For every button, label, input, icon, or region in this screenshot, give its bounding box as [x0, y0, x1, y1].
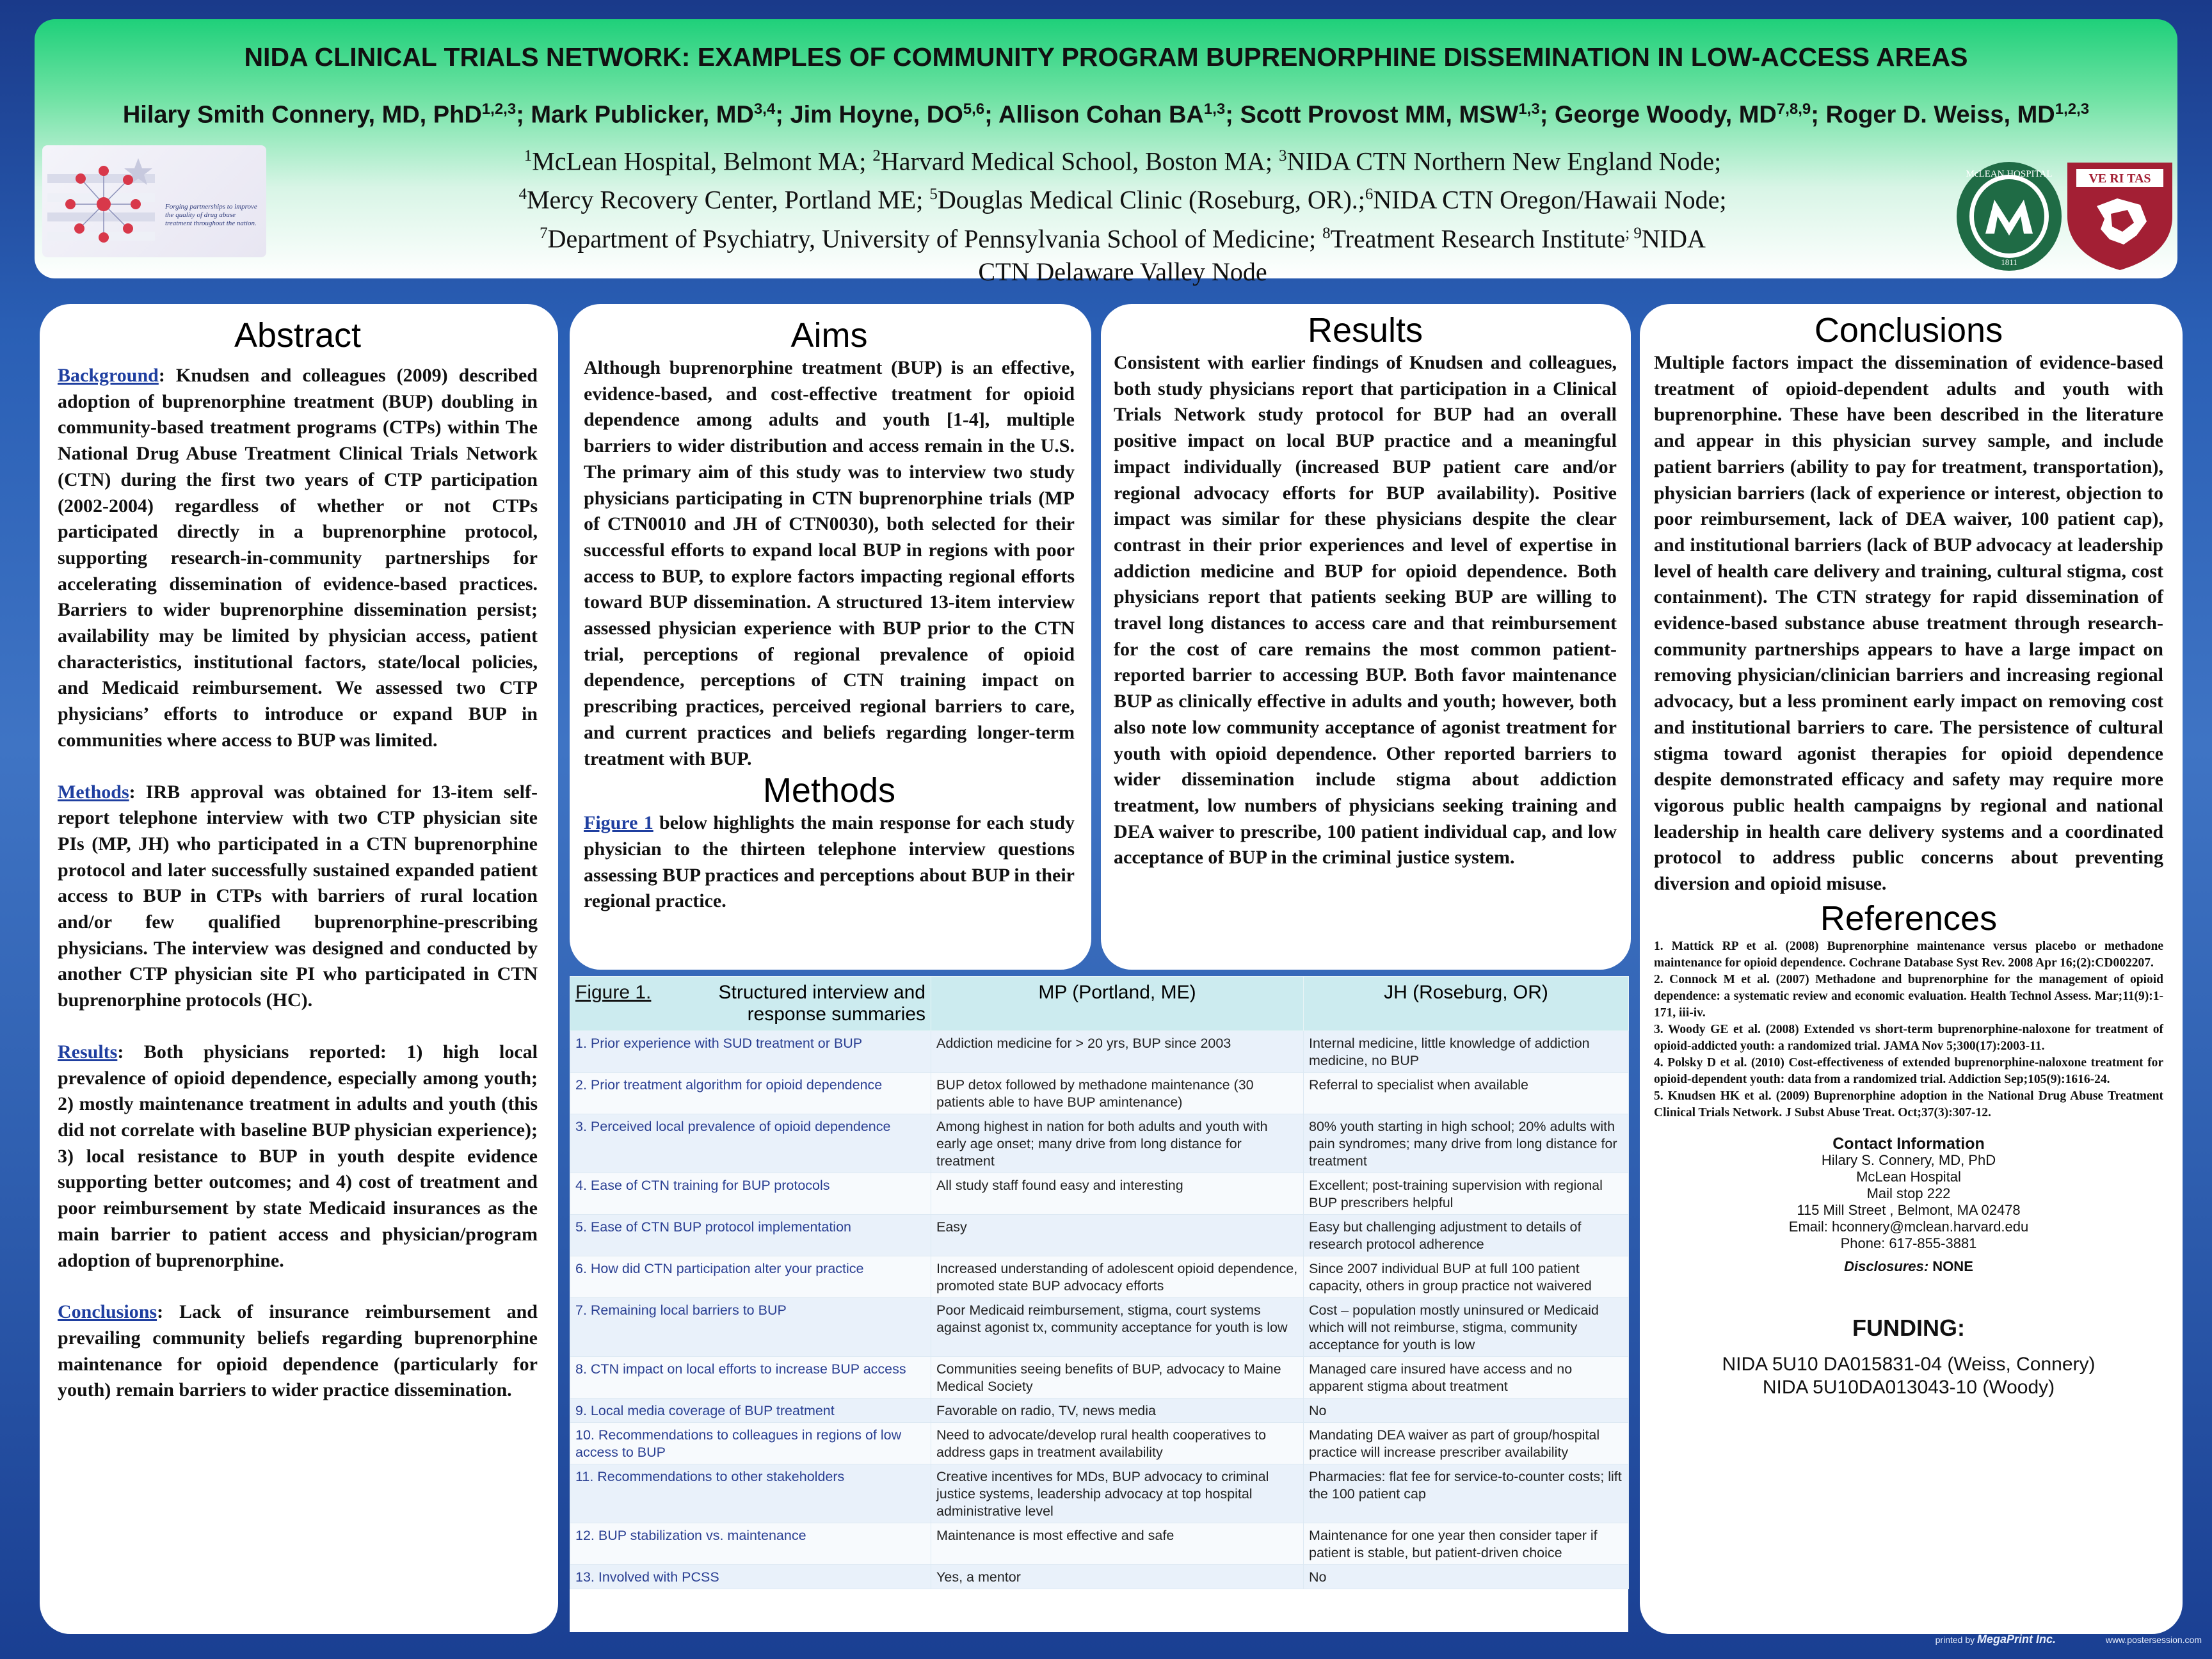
contact-line: Hilary S. Connery, MD, PhD [1821, 1151, 1996, 1168]
abstract-panel [40, 304, 558, 1634]
author-affiliation-number: 7,8,9 [1776, 100, 1811, 118]
reference-list [1654, 938, 2163, 1121]
affiliation-number: 4 [518, 186, 527, 204]
affiliation-text: NIDA CTN Oregon/Hawaii Node; [1373, 185, 1727, 214]
mp-response-cell: BUP detox followed by methadone maintenance (30 patients able to have BUP amintenance) [931, 1073, 1304, 1114]
results-heading: Results [1307, 311, 1423, 349]
printer-footer [1805, 1633, 2202, 1646]
author-name: Jim Hoyne, DO [790, 101, 963, 129]
abstract-heading: Abstract [234, 316, 362, 355]
affiliation-number: 7 [540, 224, 548, 242]
jh-response-cell: 80% youth starting in high school; 20% adults with pain syndromes; many drive from long distance for treatment [1304, 1114, 1629, 1173]
author-affiliation-number: 1,3 [1518, 100, 1540, 118]
network-graphic-icon [42, 145, 266, 257]
affiliations [310, 140, 1936, 289]
question-cell: 3. Perceived local prevalence of opioid dependence [570, 1114, 931, 1173]
table-body [570, 1031, 1629, 1589]
abstract-background [58, 363, 538, 754]
contact-line: Phone: 617-855-3881 [1840, 1235, 1977, 1251]
mp-response-cell: Easy [931, 1215, 1304, 1256]
affiliation-number: 6 [1365, 186, 1374, 204]
figure-title: Structured interview and response summaries [718, 982, 926, 1025]
aims-heading: Aims [790, 316, 868, 355]
funding-lines [1654, 1353, 2163, 1399]
question-cell: 10. Recommendations to colleagues in regions of low access to BUP [570, 1423, 931, 1464]
mp-response-cell: Poor Medicaid reimbursement, stigma, court systems against agonist tx, community acceptance for youth is low [931, 1298, 1304, 1357]
affiliation-number: 8 [1322, 224, 1331, 242]
question-cell: 13. Involved with PCSS [570, 1565, 931, 1589]
methods-heading: Methods [762, 771, 896, 810]
author-name: Hilary Smith Connery, MD, PhD [122, 101, 482, 129]
author-affiliation-number: 3,4 [753, 100, 776, 118]
mp-response-cell: Addiction medicine for > 20 yrs, BUP since 2003 [931, 1031, 1304, 1073]
poster-title: NIDA CLINICAL TRIALS NETWORK: EXAMPLES OF COMMUNITY PROGRAM BUPRENORPHINE DISSEMINATION IN LOW-ACCESS AREAS [244, 42, 1968, 72]
printer-name: MegaPrint Inc. [1977, 1633, 2056, 1646]
mp-response-cell: Need to advocate/develop rural health cooperatives to address gaps in treatment availability [931, 1423, 1304, 1464]
author-name: Scott Provost MM, MSW [1240, 101, 1519, 129]
results-label: Results [58, 1041, 118, 1062]
contact-lines [1654, 1152, 2163, 1252]
jh-response-cell: Maintenance for one year then consider taper if patient is stable, but patient-driven choice [1304, 1523, 1629, 1565]
affiliation-text: NIDA CTN Northern New England Node; [1286, 147, 1722, 176]
mp-response-cell: Yes, a mentor [931, 1565, 1304, 1589]
background-text: : Knudsen and colleagues (2009) described adoption of buprenorphine treatment (BUP) doubling in community-based treatment programs (CTPs) within The National Drug Abuse Treatment Clinical Trials Network (CTN) during the first two years of CTP participation (2002-2004) regardless of whether or not CTPs participated directly in a buprenorphine protocol, supporting research-in-community partnerships for accelerating dissemination of evidence-based practices. Barriers to wider buprenorphine dissemination persist; availability may be limited by physician access, patient characteristics, institutional factors, state/local policies, and Medicaid reimbursement. We assessed two CTP physicians’ efforts to introduce or expand BUP in communities where access to BUP was limited. [58, 365, 538, 751]
mp-response-cell: Maintenance is most effective and safe [931, 1523, 1304, 1565]
methods-text: : IRB approval was obtained for 13-item self-report telephone interview with two CTP physician site PIs (MP, JH) who participated in a CTN buprenorphine protocol and later successfully sustained expanded patient access to BUP in CTPs with barriers of rural location and/or few qualified buprenorphine-prescribing physicians. The interview was designed and conducted by another CTP physician site PI who participated in CTN buprenorphine protocols (HC). [58, 781, 538, 1011]
figure-label: Figure 1. [575, 982, 652, 1003]
funding-line: NIDA 5U10DA013043-10 (Woody) [1762, 1376, 2055, 1398]
table-header-jh: JH (Roseburg, OR) [1304, 977, 1629, 1031]
disclosures [1654, 1258, 2163, 1275]
question-cell: 11. Recommendations to other stakeholders [570, 1464, 931, 1523]
affiliation-number: 2 [872, 147, 881, 164]
table-row [570, 1357, 1629, 1399]
affiliation-text: Department of Psychiatry, University of Pennsylvania School of Medicine; [547, 223, 1323, 253]
mp-response-cell: Communities seeing benefits of BUP, advocacy to Maine Medical Society [931, 1357, 1304, 1399]
question-cell: 4. Ease of CTN training for BUP protocols [570, 1173, 931, 1215]
affiliation-text: Treatment Research Institute [1330, 223, 1626, 253]
affiliation-number: 3 [1279, 147, 1287, 164]
jh-response-cell: Cost – population mostly uninsured or Medicaid which will not reimburse, stigma, community acceptance for youth is low [1304, 1298, 1629, 1357]
disclosures-value: NONE [1928, 1258, 1973, 1274]
harvard-logo-text: VE RI TAS [2088, 172, 2151, 186]
aims-panel [570, 304, 1091, 970]
funding-section [1654, 1315, 2163, 1399]
mp-response-cell: Creative incentives for MDs, BUP advocacy to criminal justice systems, leadership advocacy at top hospital administrative level [931, 1464, 1304, 1523]
table-row [570, 1565, 1629, 1589]
contact-info [1654, 1135, 2163, 1275]
header-banner [35, 19, 2177, 286]
contact-line: McLean Hospital [1856, 1168, 1961, 1185]
table-row [570, 1215, 1629, 1256]
table-row [570, 1031, 1629, 1073]
conclusions-text: Multiple factors impact the dissemination of evidence-based treatment of opioid-dependent adults and youth with buprenorphine. These have been described in the literature and appear in this physician survey sample, and include patient barriers (ability to pay for treatment, transportation), physician barriers (lack of experience or interest, objection to poor reimbursement, lack of DEA waiver, 100 patient cap), and institutional barriers (lack of BUP advocacy at leadership level of health care delivery and training, cultural stigma, cost containment). The CTN strategy for rapid dissemination of evidence-based substance abuse treatment through research-community partnerships appears to have a large impact on removing physician/clinician barriers and increasing regional advocacy, but a less prominent early impact on removing cost and institutional barriers to care. The persistence of cultural stigma toward agonist therapies for opioid dependence despite demonstrated efficacy and safety may require more vigorous public health campaigns by regional and national leadership in health care delivery systems and a coordinated protocol to address public concerns about preventing diversion and opioid misuse. [1654, 352, 2163, 895]
affiliation-text: Douglas Medical Clinic (Roseburg, OR).; [937, 185, 1365, 214]
author-name: Allison Cohan BA [998, 101, 1204, 129]
mclean-hospital-logo [1955, 160, 2064, 272]
table-row [570, 1256, 1629, 1298]
methods-label: Methods [58, 781, 129, 803]
question-cell: 9. Local media coverage of BUP treatment [570, 1399, 931, 1423]
question-cell: 2. Prior treatment algorithm for opioid dependence [570, 1073, 931, 1114]
mp-response-cell: Increased understanding of adolescent opioid dependence, promoted state BUP advocacy efforts [931, 1256, 1304, 1298]
reference-item: 2. Connock M et al. (2007) Methadone and buprenorphine for the management of opioid dependence: a systematic review and economic evaluation. Health Technol Assess. Mar;11(9):1-171, iii-iv. [1654, 972, 2163, 1020]
question-cell: 1. Prior experience with SUD treatment or BUP [570, 1031, 931, 1073]
reference-item: 3. Woody GE et al. (2008) Extended vs short-term buprenorphine-naloxone for treatment of opioid-addicted youth: a randomized trial. JAMA Nov 5;300(17):2003-11. [1654, 1022, 2163, 1053]
mp-response-cell: Favorable on radio, TV, news media [931, 1399, 1304, 1423]
jh-response-cell: Internal medicine, little knowledge of addiction medicine, no BUP [1304, 1031, 1629, 1073]
jh-response-cell: Pharmacies: flat fee for service-to-counter costs; lift the 100 patient cap [1304, 1464, 1629, 1523]
printed-by: printed by [1935, 1635, 1975, 1645]
affiliation-text: Harvard Medical School, Boston MA; [880, 147, 1279, 176]
contact-line: Email: hconnery@mclean.harvard.edu [1788, 1218, 2029, 1235]
affiliation-number: ; 9 [1625, 224, 1642, 242]
mclean-logo-year: 1811 [2001, 257, 2017, 267]
figure-1-table [570, 976, 1629, 1589]
author-name: George Woody, MD [1554, 101, 1777, 129]
funding-heading: FUNDING: [1852, 1314, 1965, 1341]
affiliation-text: Mercy Recovery Center, Portland ME; [526, 185, 930, 214]
affiliation-number: 5 [929, 186, 938, 204]
results-text: Consistent with earlier findings of Knudsen and colleagues, both study physicians report that participation in a Clinical Trials Network study protocol for BUP had an overall positive impact on local BUP practice and a meaningful impact individually (increased BUP patient care and/or regional advocacy efforts for BUP availability). Positive impact was similar for these physicians despite the clear contrast in their prior experiences and level of expertise in addiction medicine and BUP for opioid dependence. Both physicians report that patients seeking BUP are willing to travel long distances to access care and that reimbursement for the cost of care remains the most common patient-reported barrier to accessing BUP. Both favor maintenance BUP as clinically effective in adults and youth; however, both also note low community acceptance of agonist treatment for youth with opioid dependence. Other reported barriers to wider dissemination include stigma about addiction treatment, low numbers of physicians seeking training and DEA waiver to prescribe, 100 patient individual cap, and low acceptance of BUP in the criminal justice system. [1114, 352, 1617, 869]
conclusions-heading: Conclusions [1814, 311, 2003, 349]
jh-response-cell: Managed care insured have access and no apparent stigma about treatment [1304, 1357, 1629, 1399]
abstract-results [58, 1039, 538, 1274]
aims-text: Although buprenorphine treatment (BUP) is an effective, evidence-based, and cost-effective treatment for opioid dependence among adults and youth [1-4], multiple barriers to wider distribution and access remain in the U.S. The primary aim of this study was to interview two study physicians participating in CTN buprenorphine trials (MP of CTN0010 and JH of CTN0030), both selected for their successful efforts to expand local BUP in regions with poor access to BUP, to explore factors impacting regional efforts toward BUP dissemination. A structured 13-item interview assessed physician experience with BUP prior to the CTN trial, perceptions of regional prevalence of opioid dependence, perceptions of CTN training impact on prescribing practices, perceived regional barriers to care, and current practices and beliefs regarding longer-term treatment with BUP. [584, 357, 1075, 769]
abstract-methods [58, 780, 538, 1014]
disclosures-label: Disclosures: [1844, 1258, 1929, 1274]
contact-line: 115 Mill Street , Belmont, MA 02478 [1797, 1201, 2021, 1218]
table-row [570, 1523, 1629, 1565]
reference-item: 5. Knudsen HK et al. (2009) Buprenorphine adoption in the National Drug Abuse Treatment Clinical Trials Network. J Subst Abuse Treat. Oct;37(3):307-12. [1654, 1089, 2163, 1119]
table-row [570, 1464, 1629, 1523]
jh-response-cell: No [1304, 1399, 1629, 1423]
affiliation-number: 1 [524, 147, 533, 164]
table-row [570, 1173, 1629, 1215]
methods-text-block [584, 810, 1075, 915]
reference-item: 1. Mattick RP et al. (2008) Buprenorphine maintenance versus placebo or methadone maintenance for opioid dependence. Cochrane Database Syst Rev. 2008 Apr 16;(2):CD002207. [1654, 939, 2163, 970]
methods-body: below highlights the main response for each study physician to the thirteen telephone interview questions assessing BUP practices and perceptions about BUP in their regional practice. [584, 812, 1075, 912]
contact-heading: Contact Information [1832, 1134, 1985, 1153]
table-row [570, 1399, 1629, 1423]
question-cell: 6. How did CTN participation alter your practice [570, 1256, 931, 1298]
affiliation-text: CTN Delaware Valley Node [978, 257, 1267, 286]
author-list: Hilary Smith Connery, MD, PhD$^{1,2,3}$; Mark Publicker, MD$^{3,4}$; Jim Hoyne, DO$^{5,6}$; Allison Cohan BA$^{1,3}$; Scott Provost MM, MSW$^{1,3}$; George Woody, MD$^{7,8,9}$; Roger D. Weiss, MD$^{1,2,3}$ [122, 100, 2090, 129]
question-cell: 5. Ease of CTN BUP protocol implementation [570, 1215, 931, 1256]
printer-site: www.postersession.com [2105, 1635, 2202, 1645]
table-header-question [570, 977, 931, 1031]
table-row [570, 1298, 1629, 1357]
jh-response-cell: Excellent; post-training supervision with regional BUP prescribers helpful [1304, 1173, 1629, 1215]
results-panel [1101, 304, 1631, 970]
funding-line: NIDA 5U10 DA015831-04 (Weiss, Connery) [1722, 1353, 2096, 1375]
harvard-shield-logo [2065, 160, 2175, 272]
figure-1-table-container [570, 976, 1628, 1632]
author-affiliation-number: 5,6 [963, 100, 985, 118]
nida-ctn-logo [42, 145, 266, 257]
conclusions-panel [1640, 304, 2183, 1634]
author-name: Mark Publicker, MD [531, 101, 754, 129]
results-text: : Both physicians reported: 1) high local prevalence of opioid dependence, especially among youth; 2) mostly maintenance treatment in adults and youth (this did not correlate with baseline BUP physician experience); 3) local resistance to BUP in youth despite evidence supporting better outcomes; and 4) cost of treatment and poor reimbursement by state Medicaid insurances as the main barrier to patient access and physician/program adoption of buprenorphine. [58, 1041, 538, 1271]
mp-response-cell: All study staff found easy and interesting [931, 1173, 1304, 1215]
logo-tagline: Forging partnerships to improve the quality of drug abuse treatment throughout the nation. [165, 203, 257, 227]
affiliation-text: McLean Hospital, Belmont MA; [532, 147, 873, 176]
conclusions-label: Conclusions [58, 1301, 157, 1323]
reference-item: 4. Polsky D et al. (2010) Cost-effectiveness of extended buprenorphine-naloxone treatment for opioid-dependent youth: data from a randomized trial. Addiction Sep;105(9):1616-24. [1654, 1055, 2163, 1086]
mp-response-cell: Among highest in nation for both adults and youth with early age onset; many drive from long distance for treatment [931, 1114, 1304, 1173]
mclean-logo-text: McLEAN HOSPITAL [1966, 169, 2053, 179]
table-row [570, 1423, 1629, 1464]
question-cell: 8. CTN impact on local efforts to increase BUP access [570, 1357, 931, 1399]
jh-response-cell: Since 2007 individual BUP at full 100 patient capacity, others in group practice not waivered [1304, 1256, 1629, 1298]
table-header-mp: MP (Portland, ME) [931, 977, 1304, 1031]
jh-response-cell: Referral to specialist when available [1304, 1073, 1629, 1114]
abstract-conclusions [58, 1299, 538, 1404]
table-row [570, 1073, 1629, 1114]
jh-response-cell: Easy but challenging adjustment to details of research protocol adherence [1304, 1215, 1629, 1256]
question-cell: 7. Remaining local barriers to BUP [570, 1298, 931, 1357]
affiliation-text: NIDA [1641, 223, 1706, 253]
author-affiliation-number: 1,2,3 [481, 100, 517, 118]
author-name: Roger D. Weiss, MD [1825, 101, 2055, 129]
jh-response-cell: Mandating DEA waiver as part of group/hospital practice will increase prescriber availability [1304, 1423, 1629, 1464]
contact-line: Mail stop 222 [1866, 1185, 1951, 1201]
question-cell: 12. BUP stabilization vs. maintenance [570, 1523, 931, 1565]
jh-response-cell: No [1304, 1565, 1629, 1589]
figure-1-link[interactable]: Figure 1 [584, 812, 653, 834]
references-heading: References [1820, 899, 1998, 938]
author-affiliation-number: 1,3 [1203, 100, 1226, 118]
background-label: Background [58, 365, 159, 386]
conclusions-text: : Lack of insurance reimbursement and prevailing community beliefs regarding buprenorphine maintenance for opioid dependence (particularly for youth) remain barriers to wider practice dissemination. [58, 1301, 538, 1401]
table-row [570, 1114, 1629, 1173]
author-affiliation-number: 1,2,3 [2055, 100, 2090, 118]
